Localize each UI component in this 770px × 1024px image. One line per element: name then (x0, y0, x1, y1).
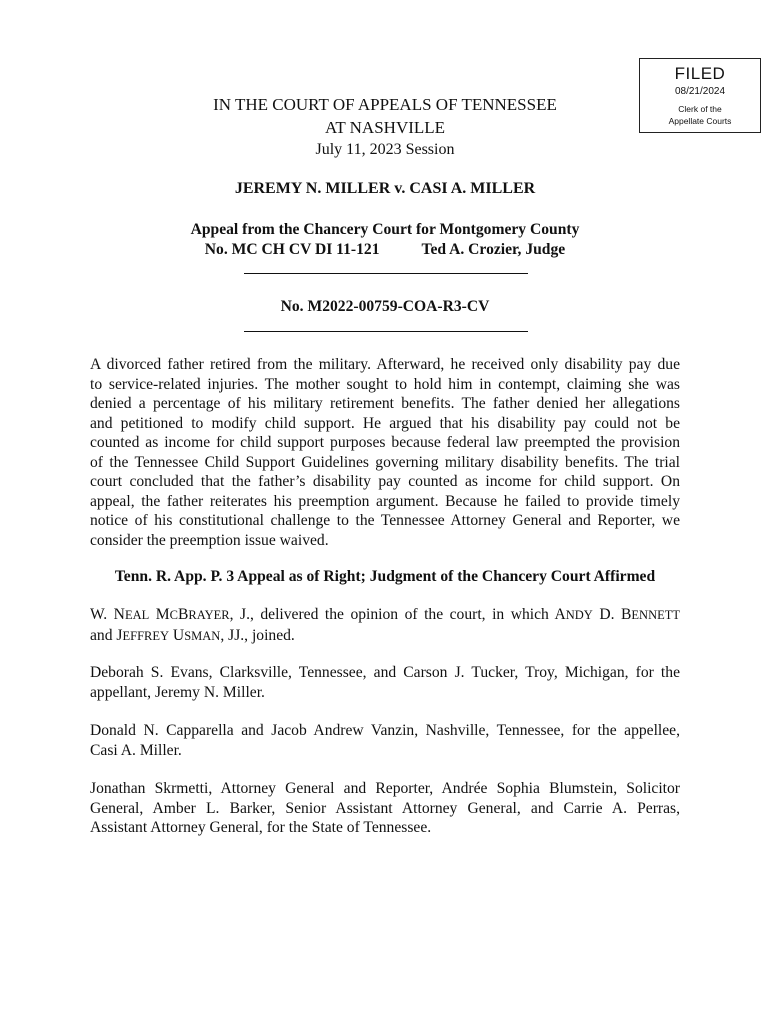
divider-bottom (244, 331, 528, 332)
counsel-line: General, Amber L. Barker, Senior Assistant Attorney General, and Carrie A. Perras, (90, 799, 680, 817)
summary-line: notice of his constitutional challenge to the Tennessee Attorney General and Reporter, we (90, 512, 680, 529)
stamp-date: 08/21/2024 (674, 86, 726, 97)
counsel-appellee (90, 721, 680, 760)
summary-line: A divorced father retired from the military. Afterward, he received only disability pay due (90, 356, 680, 373)
counsel-state (90, 779, 680, 838)
counsel-line: Deborah S. Evans, Clarksville, Tennessee, and Carson J. Tucker, Troy, Michigan, for the (90, 664, 680, 681)
opinion-author (90, 605, 680, 646)
summary-line: counted as income for child support purposes because federal law preempted the provision (90, 434, 680, 451)
docket-number: No. M2022-00759-COA-R3-CV (280, 298, 490, 315)
court-location: AT NASHVILLE (324, 118, 446, 137)
counsel-appellant (90, 663, 680, 702)
summary-line: of the Tennessee Child Support Guidelines governing military disability benefits. The trial (90, 453, 680, 471)
stamp-title: FILED (674, 64, 726, 83)
judge-name: Ted A. Crozier, Judge (421, 241, 566, 258)
stamp-clerk-line: Clerk of the (678, 104, 722, 114)
divider-top (244, 273, 528, 274)
court-name: IN THE COURT OF APPEALS OF TENNESSEE (213, 95, 557, 114)
summary-line: denied a percentage of his military retirement benefits. The father denied her allegations (90, 395, 680, 412)
lower-court-line (0, 239, 770, 261)
session-date: July 11, 2023 Session (315, 141, 455, 158)
summary-line: court concluded that the father’s disability pay counted as income for child support. On (90, 473, 680, 490)
counsel-line: Casi A. Miller. (90, 741, 182, 759)
summary-line: consider the preemption issue waived. (90, 531, 329, 549)
counsel-line: Jonathan Skrmetti, Attorney General and Reporter, Andrée Sophia Blumstein, Solicitor (90, 780, 680, 797)
stamp-courts-line: Appellate Courts (668, 116, 732, 126)
summary-line: to service-related injuries. The mother sought to hold him in contempt, claiming she was (90, 375, 680, 393)
disposition: Tenn. R. App. P. 3 Appeal as of Right; Judgment of the Chancery Court Affirmed (114, 568, 656, 585)
counsel-line: Assistant Attorney General, for the State of Tennessee. (90, 819, 432, 836)
opinion-line: W. NEAL MCBRAYER, J., delivered the opinion of the court, in which ANDY D. BENNETT (90, 606, 681, 623)
summary-paragraph (90, 355, 680, 550)
lower-court-number: No. MC CH CV DI 11-121 (204, 241, 380, 258)
counsel-line: Donald N. Capparella and Jacob Andrew Vanzin, Nashville, Tennessee, for the appellee, (90, 722, 680, 739)
counsel-line: appellant, Jeremy N. Miller. (90, 683, 265, 701)
summary-line: and petitioned to modify child support. He argued that his disability pay could not be (90, 414, 680, 432)
appeal-from: Appeal from the Chancery Court for Montgomery County (190, 221, 580, 238)
summary-line: appeal, the father reiterates his preemption argument. Because he failed to provide timely (90, 492, 680, 510)
opinion-line: and JEFFREY USMAN, JJ., joined. (90, 626, 295, 644)
case-title: JEREMY N. MILLER v. CASI A. MILLER (234, 180, 536, 197)
